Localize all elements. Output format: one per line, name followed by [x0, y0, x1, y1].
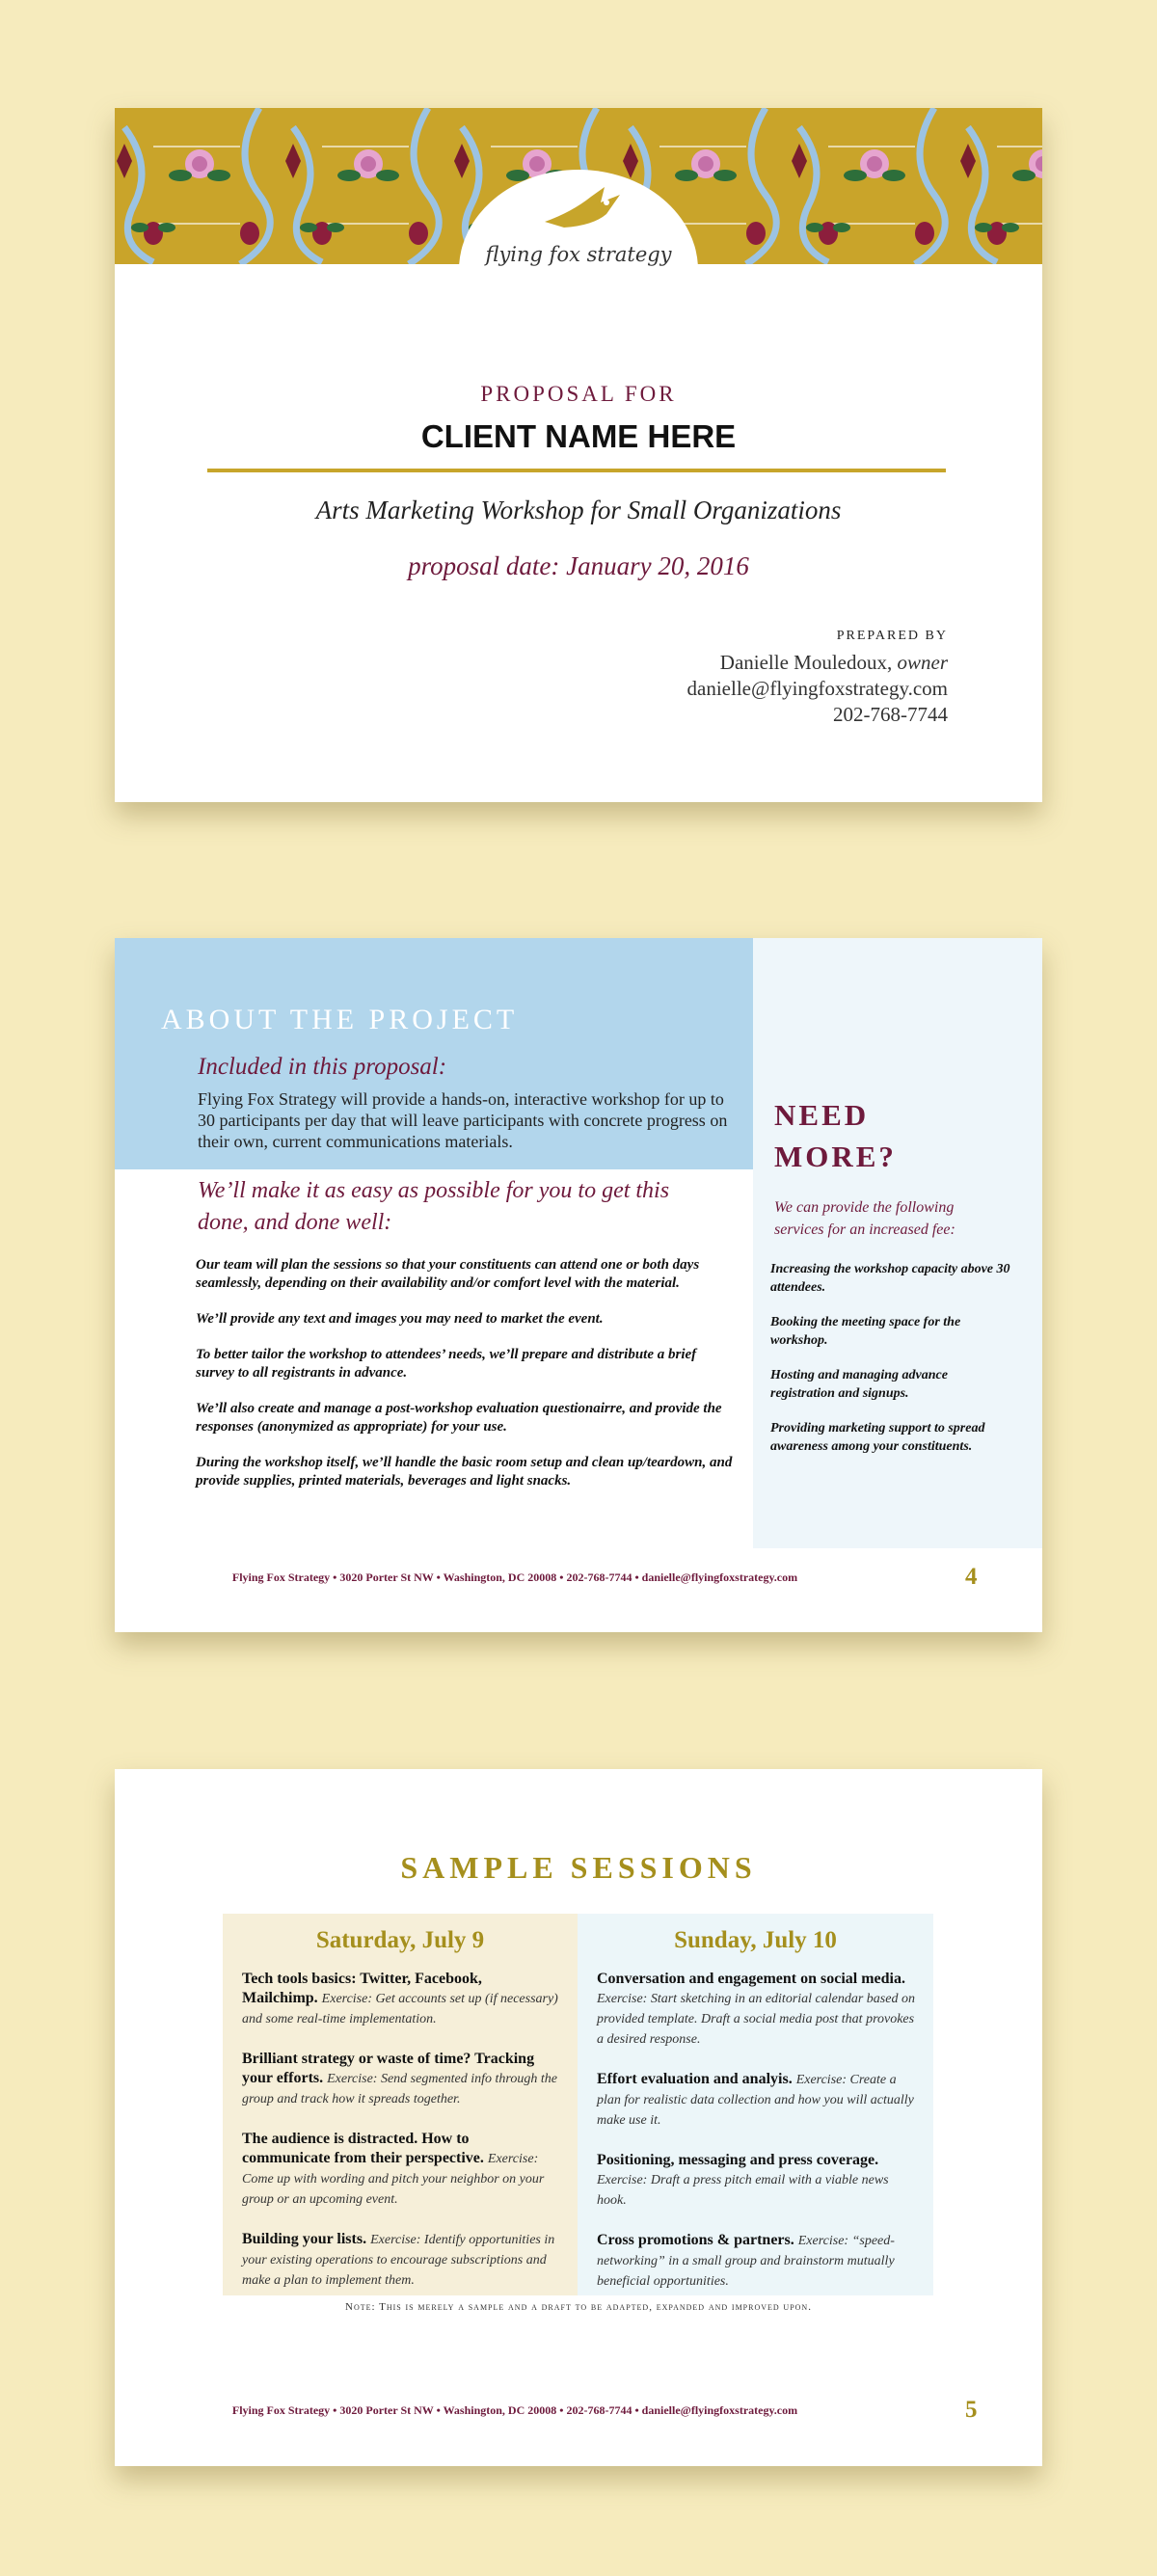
preparer-name: Danielle Mouledoux, [719, 651, 893, 674]
list-item: Providing marketing support to spread awareness among your constituents. [770, 1421, 985, 1454]
logo-wordmark: flying fox strategy [485, 243, 672, 266]
session-exercise: Exercise: Identify opportunities in your existing operations to encourage subscriptions and make a plan to implement them. [242, 2233, 555, 2288]
session-title: Conversation and engagement on social media. [597, 1971, 905, 1987]
list-item: Hosting and managing advance registration and signups. [770, 1368, 948, 1401]
preparer-role: owner [897, 651, 948, 674]
client-name: CLIENT NAME HERE [420, 418, 737, 454]
easy-heading: We’ll make it as easy as possible for you to get this done, and done well: [198, 1178, 670, 1235]
preparer-name-line [687, 650, 948, 676]
session-exercise: Exercise: Get accounts set up (if necessary) and some real-time implementation. [242, 1992, 558, 2026]
session-exercise: Exercise: Start sketching in an editorial calendar based on provided template. Draft a social media post that provokes a desired response. [597, 1992, 915, 2047]
page-number: 4 [965, 1564, 978, 1590]
project-title: Arts Marketing Workshop for Small Organizations [315, 496, 842, 524]
page-number: 5 [965, 2397, 978, 2423]
need-more-line2: MORE? [774, 1140, 897, 1173]
list-item [242, 1970, 560, 2029]
session-title: Cross promotions & partners. [597, 2232, 794, 2248]
about-title: ABOUT THE PROJECT [161, 1004, 519, 1035]
need-more-line1: NEED [774, 1098, 870, 1132]
list-item [242, 2230, 560, 2291]
about-page [115, 938, 1042, 1632]
session-exercise: Exercise: Send segmented info through the group and track how it spreads together. [242, 2072, 557, 2106]
session-title: Effort evaluation and analyis. [597, 2071, 793, 2087]
included-heading: Included in this proposal: [198, 1054, 447, 1080]
session-title: Brilliant strategy or waste of time? Tracking your efforts. [242, 2051, 535, 2086]
included-text: Flying Fox Strategy will provide a hands-on, interactive workshop for up to 30 participants per day that will leave participants with concrete progress on their own, current communications materials. [198, 1089, 728, 1151]
list-item [597, 1970, 915, 2050]
sunday-column [578, 1914, 933, 2295]
list-item: Booking the meeting space for the workshop. [770, 1315, 961, 1348]
saturday-sessions [242, 1970, 560, 2311]
proposal-date: proposal date: January 20, 2016 [408, 551, 749, 580]
session-title: Tech tools basics: Twitter, Facebook, Mailchimp. [242, 1971, 482, 2006]
need-more-intro: We can provide the following services for an increased fee: [774, 1199, 955, 1238]
page-footer: Flying Fox Strategy • 3020 Porter St NW • Washington, DC 20008 • 202-768-7744 • danielle@flyingfoxstrategy.com [231, 2403, 798, 2417]
session-exercise: Exercise: Create a plan for realistic data collection and how you will actually make use it. [597, 2073, 914, 2128]
list-item [242, 2130, 560, 2210]
sunday-sessions [597, 1970, 915, 2312]
sunday-heading: Sunday, July 10 [674, 1927, 837, 1953]
session-title: Building your lists. [242, 2231, 367, 2247]
preparer-phone: 202-768-7744 [833, 703, 948, 726]
list-item: Increasing the workshop capacity above 30 attendees. [770, 1262, 1010, 1295]
list-item [597, 2151, 915, 2211]
list-item: We’ll also create and manage a post-workshop evaluation questionairre, and provide the responses (anonymized as appropriate) for your use. [196, 1401, 722, 1435]
extras-list [770, 1260, 1011, 1472]
list-item: Our team will plan the sessions so that your constituents can attend one or both days seamlessly, depending on their availability and/or comfort level with the material. [196, 1257, 700, 1291]
list-item: We’ll provide any text and images you may need to market the event. [196, 1311, 604, 1327]
sessions-title: SAMPLE SESSIONS [400, 1850, 757, 1885]
session-title: Positioning, messaging and press coverage. [597, 2152, 879, 2168]
list-item: To better tailor the workshop to attendees’ needs, we’ll prepare and distribute a brief survey to all registrants in advance. [196, 1347, 697, 1381]
proposal-for-label: PROPOSAL FOR [480, 382, 677, 406]
session-exercise: Exercise: “speed-networking” in a small group and brainstorm mutually beneficial opportunities. [597, 2234, 895, 2289]
session-exercise: Exercise: Draft a press pitch email with a viable news hook. [597, 2173, 889, 2208]
sessions-page [115, 1769, 1042, 2466]
sessions-note: Note: This is merely a sample and a draft to be adapted, expanded and improved upon. [345, 2301, 812, 2313]
saturday-heading: Saturday, July 9 [315, 1927, 485, 1953]
list-item [597, 2231, 915, 2292]
list-item: During the workshop itself, we’ll handle the basic room setup and clean up/teardown, and provide supplies, printed materials, beverages and light snacks. [196, 1455, 733, 1489]
gold-divider [207, 469, 946, 472]
commitments-list [196, 1256, 736, 1508]
list-item [597, 2070, 915, 2131]
session-exercise: Exercise: Come up with wording and pitch your neighbor on your group or an upcoming event. [242, 2152, 545, 2207]
floral-pattern-banner [115, 108, 1042, 264]
page-footer: Flying Fox Strategy • 3020 Porter St NW • Washington, DC 20008 • 202-768-7744 • danielle@flyingfoxstrategy.com [231, 1570, 798, 1584]
need-more-heading [774, 1094, 897, 1177]
prepared-by-label: PREPARED BY [836, 629, 948, 643]
session-title: The audience is distracted. How to communicate from their perspective. [242, 2131, 484, 2166]
saturday-column [223, 1914, 578, 2295]
list-item [242, 2050, 560, 2109]
cover-page [115, 108, 1042, 802]
preparer-email: danielle@flyingfoxstrategy.com [686, 677, 948, 700]
prepared-by-block [687, 629, 948, 728]
